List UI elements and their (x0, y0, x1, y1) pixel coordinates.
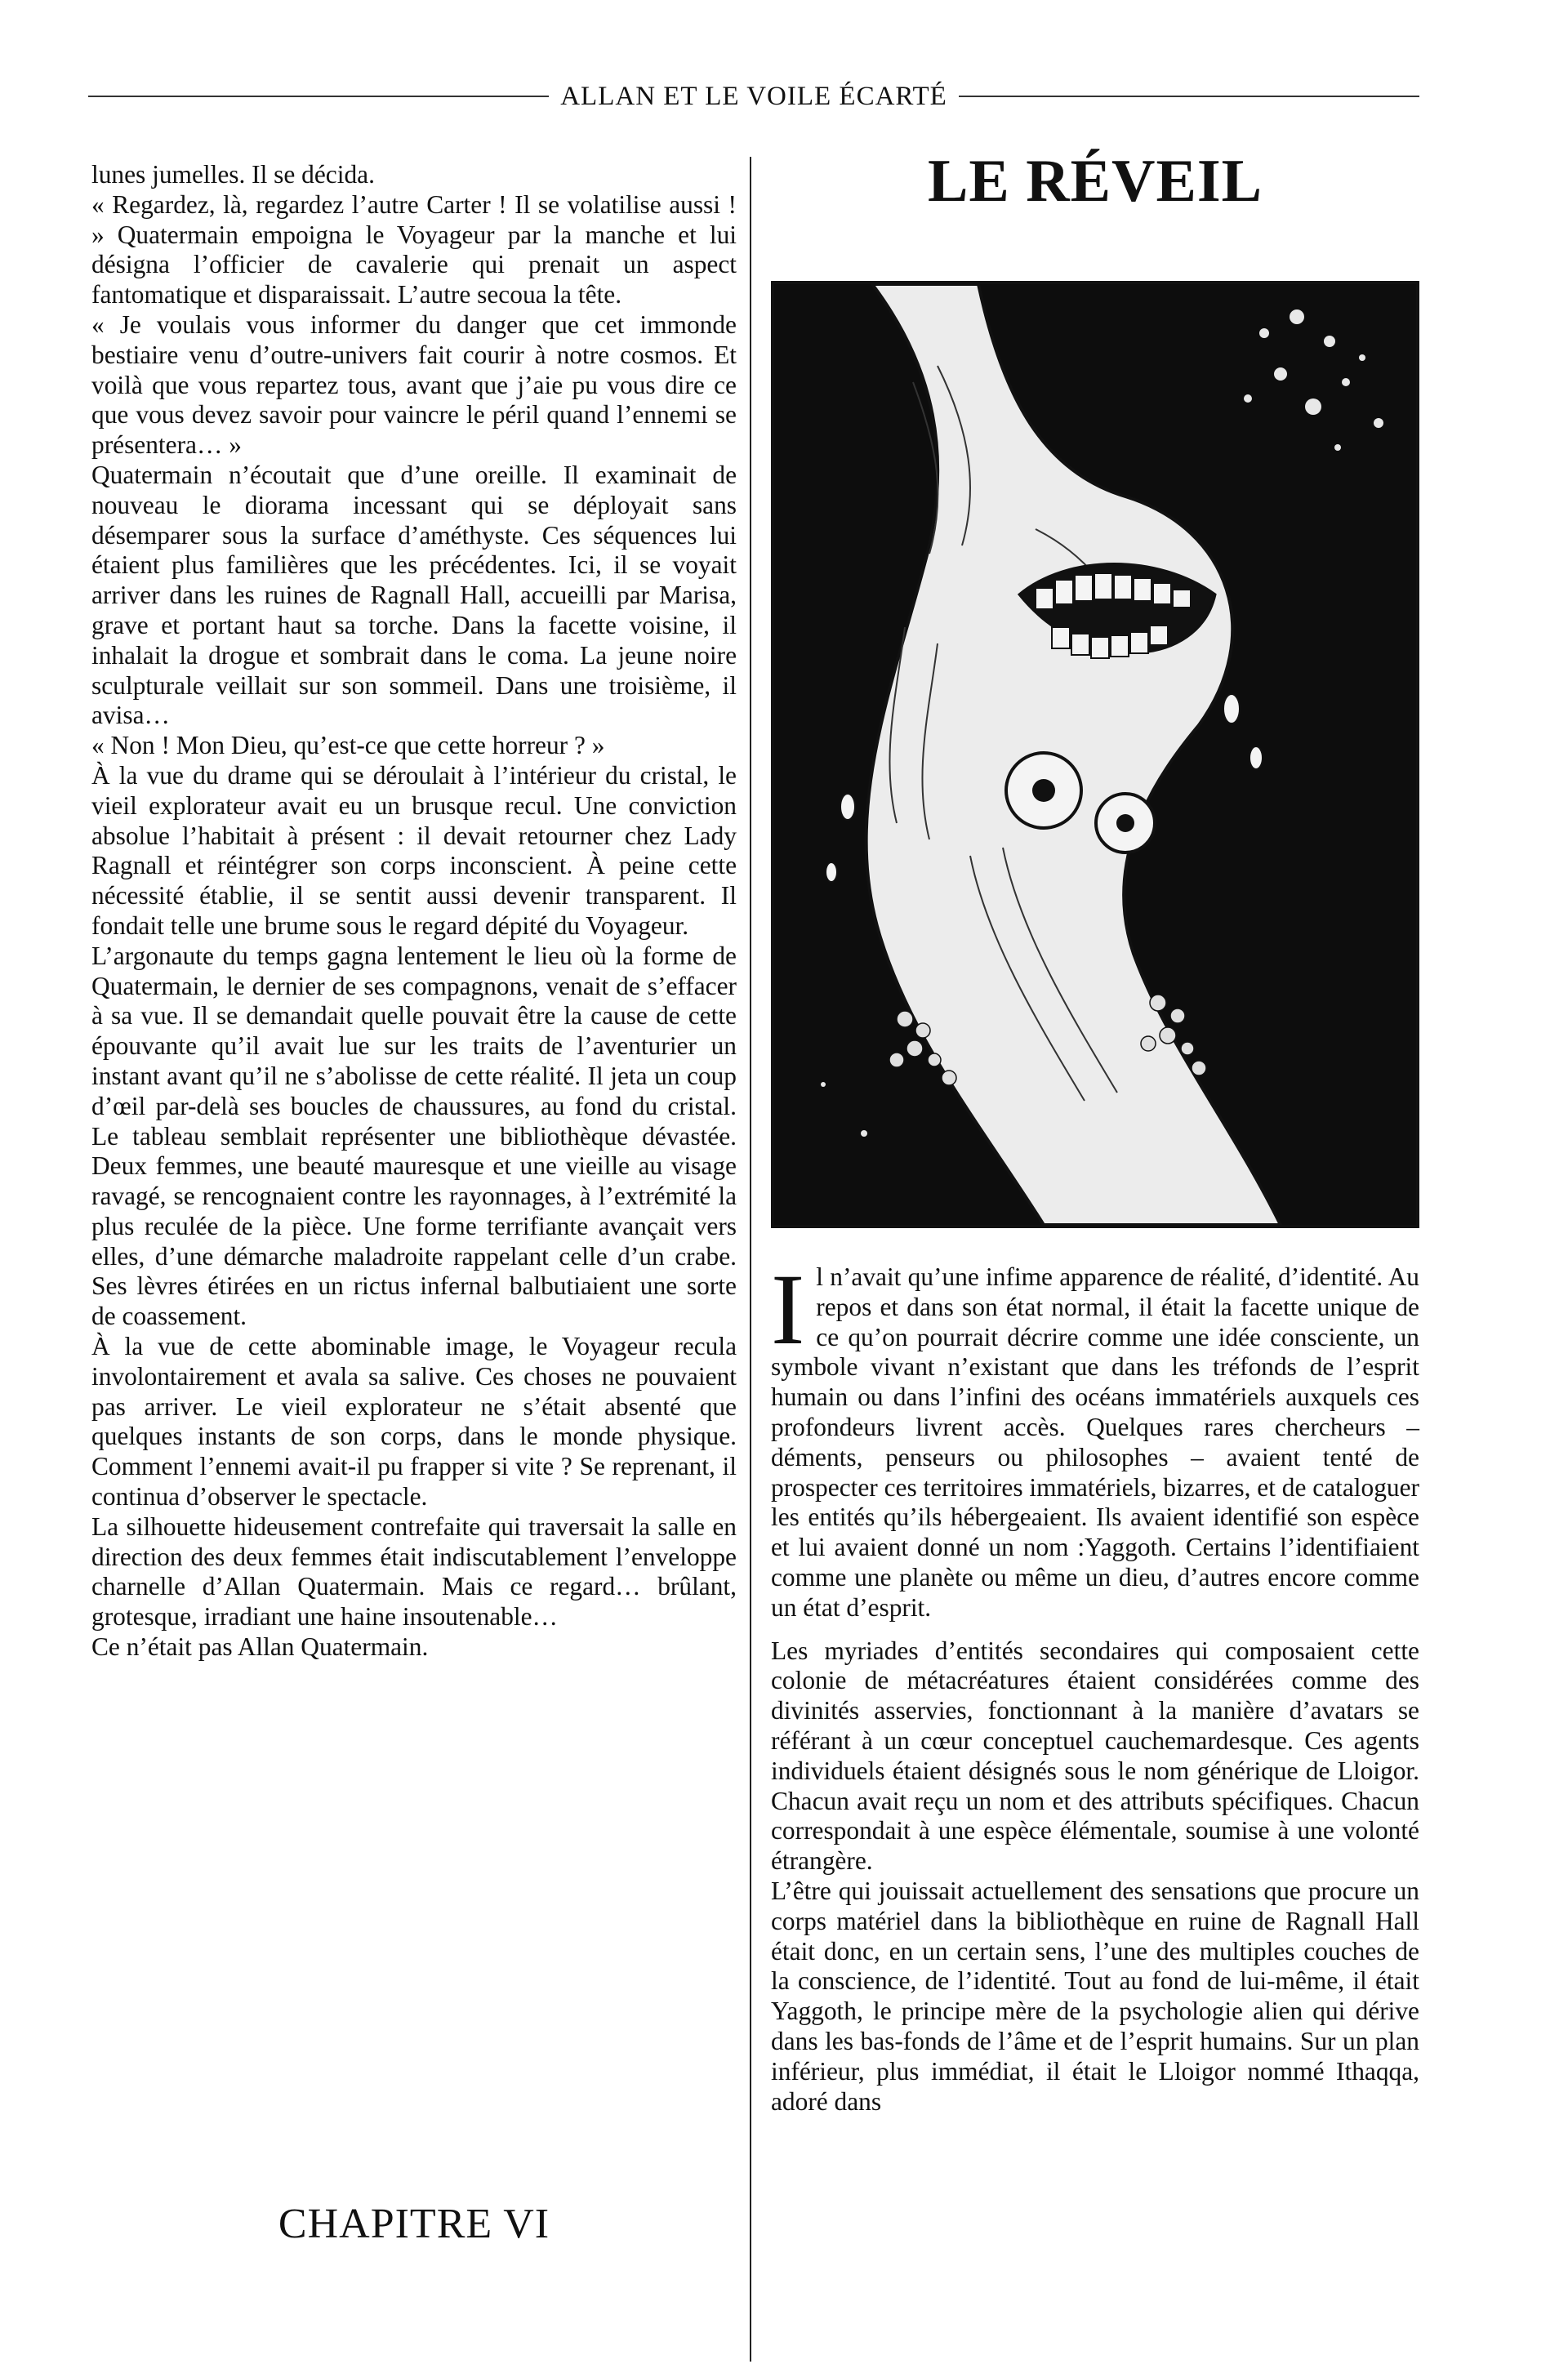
chapter-title: LE RÉVEIL (928, 148, 1263, 215)
paragraph: Quatermain n’écoutait que d’une oreille. Il examinait de nouveau le diorama incessant qui se déployait sans désemparer sous la surface d’améthyste. Ces séquences lui étaient plus familières que les précédentes. Ici, il se voyait arriver dans les ruines de Ragnall Hall, accueilli par Marisa, grave et portant haut sa torche. Dans la facette voisine, il inhalait la drogue et sombrait dans le coma. La jeune noire sculpturale veillait sur son sommeil. Dans une troisième, il avisa… (91, 460, 737, 730)
paragraph: « Regardez, là, regardez l’autre Carter ! Il se volatilise aussi ! » Quatermain empoigna le Voyageur par la manche et lui désigna l’officier de cavalerie qui prenait un aspect fantomatique et disparaissait. L’autre secoua la tête. (91, 189, 737, 309)
column-divider (750, 157, 751, 2362)
header-rule-right (959, 96, 1419, 97)
paragraph: L’être qui jouissait actuellement des sensations que procure un corps matériel dans la bibliothèque en ruine de Ragnall Hall était donc, en un certain sens, l’une des multiples couches de la conscience, de l’identité. Tout au fond de lui-même, il était Yaggoth, le principe mère de la psychologie alien qui dérive dans les bas-fonds de l’âme et de l’esprit humains. Sur un plan inférieur, plus immédiat, il était le Lloigor nommé Ithaqqa, adoré dans (771, 1876, 1419, 2116)
left-column-text (91, 160, 737, 1663)
paragraph: lunes jumelles. Il se décida. (91, 160, 375, 189)
paragraph: À la vue du drame qui se déroulait à l’intérieur du cristal, le vieil explorateur avait eu un brusque recul. Une conviction absolue l’habitait à présent : il devait retourner chez Lady Ragnall et réintégrer son corps inconscient. À peine cette nécessité établie, il se sentit aussi devenir transparent. Il fondait telle une brume sous le regard dépité du Voyageur. (91, 760, 737, 940)
header-rule-left (88, 96, 549, 97)
paragraph: La silhouette hideusement contrefaite qui traversait la salle en direction des deux femmes était indiscutablement l’enveloppe charnelle d’Allan Quatermain. Mais ce regard… brûlant, grotesque, irradiant une haine insoutenable… (91, 1512, 737, 1632)
opening-paragraph (771, 1253, 1419, 1623)
paragraph: « Non ! Mon Dieu, qu’est-ce que cette horreur ? » (91, 731, 605, 760)
monster-drawing (774, 284, 1416, 1225)
running-title: ALLAN ET LE VOILE ÉCARTÉ (560, 81, 947, 111)
right-column-text (771, 1253, 1419, 2117)
paragraph: À la vue de cette abominable image, le Voyageur recula involontairement et avala sa salive. Ces choses ne pouvaient pas arriver. Le vieil explorateur ne s’était absenté que quelques instants de son corps, dans le monde physique. Comment l’ennemi avait-il pu frapper si vite ? Se reprenant, il continua d’observer le spectacle. (91, 1332, 737, 1512)
running-header (88, 80, 1419, 113)
paragraph: Ce n’était pas Allan Quatermain. (91, 1632, 429, 1662)
paragraph: L’argonaute du temps gagna lentement le lieu où la forme de Quatermain, le dernier de ses compagnons, venait de s’effacer à sa vue. Il se demandait quelle pouvait être la cause de cette épouvante qu’il avait lue sur les traits de l’aventurier un instant avant qu’il ne s’abolisse de cette réalité. Il jeta un coup d’œil par-delà ses boucles de chaussures, au fond du cristal. Le tableau semblait représenter une bibliothèque dévastée. Deux femmes, une beauté mauresque et une vieille au visage ravagé, se rencognaient contre les rayonnages, à l’extrémité la plus reculée de la pièce. Une forme terrifiante avançait vers elles, d’une démarche maladroite rappelant celle d’un crabe. Ses lèvres étirées en un rictus infernal balbutiaient une sorte de coassement. (91, 941, 737, 1331)
chapter-label: CHAPITRE VI (278, 2201, 550, 2247)
paragraph: Les myriades d’entités secondaires qui composaient cette colonie de métacréatures étaient considérées comme des divinités asservies, fonctionnant à la manière d’avatars se référant à un cœur conceptuel cauchemardesque. Ces agents individuels étaient désignés sous le nom générique de Lloigor. Chacun avait reçu un nom et des attributs spécifiques. Chacun correspondait à une espèce élémentale, soumise à une volonté étrangère. (771, 1636, 1419, 1876)
drop-cap: I (771, 1253, 805, 1365)
paragraph: « Je voulais vous informer du danger que cet immonde bestiaire venu d’outre-univers fait courir à notre cosmos. Et voilà que vous repartez tous, avant que j’aie pu vous dire ce que vous devez savoir pour vaincre le péril quand l’ennemi se présentera… » (91, 309, 737, 460)
chapter-illustration (771, 281, 1419, 1228)
opening-paragraph-text: l n’avait qu’une infime apparence de réalité, d’identité. Au repos et dans son état normal, il était la facette unique de ce qu’on pourrait décrire comme une idée consciente, un symbole vivant n’existant que dans les tréfonds de l’esprit humain ou dans l’infini des océans immatériels auxquels ces profondeurs livrent accès. Quelques rares chercheurs – déments, penseurs ou philosophes – avaient tenté de prospecter ces territoires immatériels, bizarres, et de cataloguer les entités qu’ils hébergeaient. Ils avaient identifié son espèce et lui avaient donné un nom :Yaggoth. Certains l’identifiaient comme une planète ou même un dieu, d’autres encore comme un état d’esprit. (771, 1262, 1419, 1622)
